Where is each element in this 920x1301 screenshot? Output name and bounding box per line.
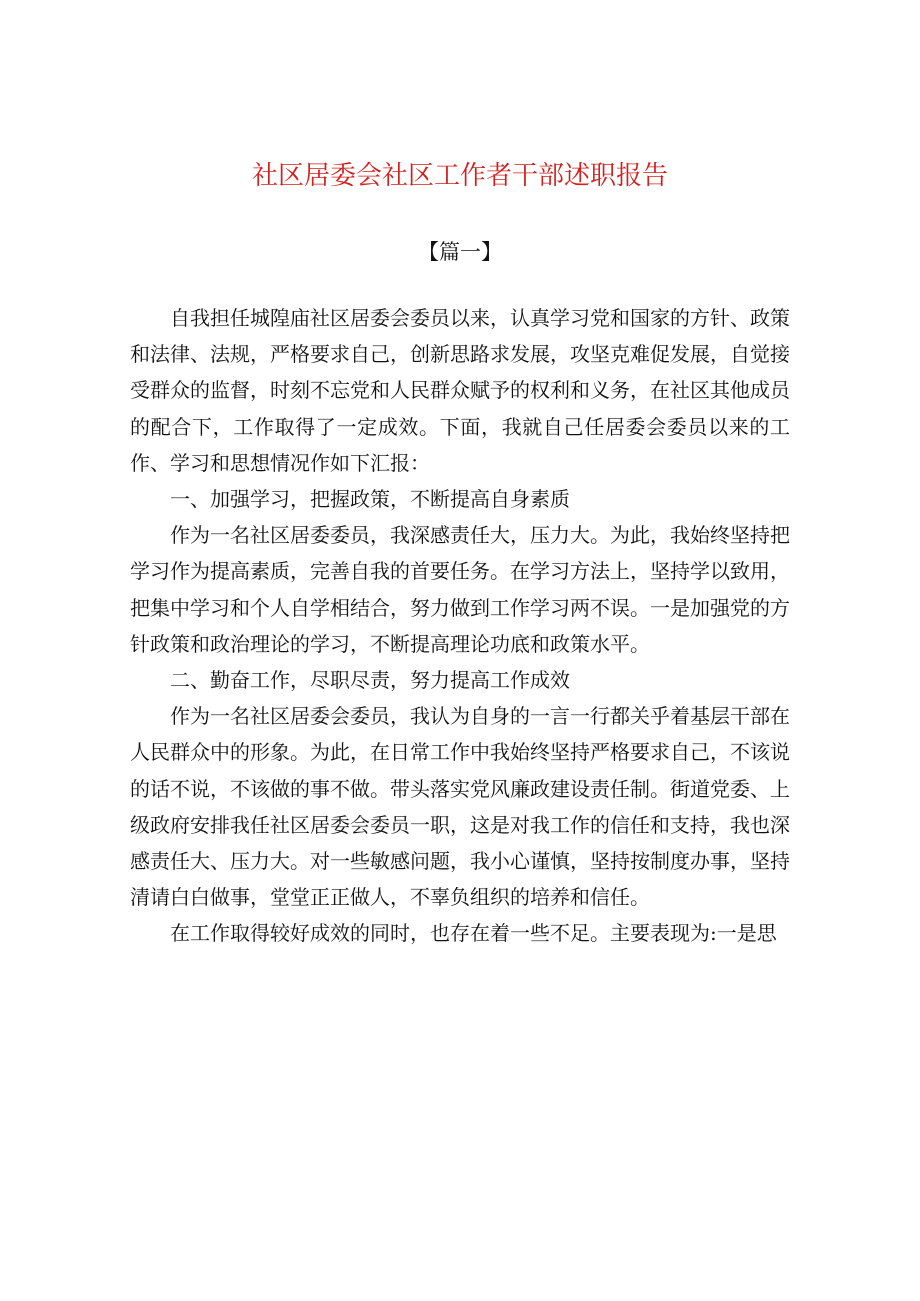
paragraph-work: 作为一名社区居委会委员，我认为自身的一言一行都关乎着基层干部在人民群众中的形象。为此，在日常工作中我始终坚持严格要求自己，不该说的话不说，不该做的事不做。带头落实党风廉政建设责任制。街道党委、上级政府安排我任社区居委会委员一职，这是对我工作的信任和支持，我也深感责任大、压力大。对一些敏感问题，我小心谨慎，坚持按制度办事，坚持清请白白做事，堂堂正正做人，不辜负组织的培养和信任。 [130,704,790,910]
paragraph-shortcomings: 在工作取得较好成效的同时，也存在着一些不足。主要表现为:一是思 [170,921,777,946]
paragraph-intro: 自我担任城隍庙社区居委会委员以来，认真学习党和国家的方针、政策和法律、法规，严格要求自己，创新思路求发展，攻坚克难促发展，自觉接受群众的监督，时刻不忘党和人民群众赋予的权利和义务，在社区其他成员的配合下，工作取得了一定成效。下面，我就自己任居委会委员以来的工作、学习和思想情况作如下汇报： [130,306,790,475]
document-body [130,300,790,952]
paragraph-study: 作为一名社区居委委员，我深感责任大，压力大。为此，我始终坚持把学习作为提高素质，完善自我的首要任务。在学习方法上，坚持学以致用，把集中学习和个人自学相结合，努力做到工作学习两不误。一是加强党的方针政策和政治理论的学习，不断提高理论功底和政策水平。 [130,523,790,656]
section-label: 【篇一】 [418,240,502,264]
document-title: 社区居委会社区工作者干部述职报告 [251,161,668,191]
section-heading-1: 一、加强学习，把握政策，不断提高自身素质 [170,487,570,512]
section-heading-2: 二、勤奋工作，尽职尽责，努力提高工作成效 [170,668,570,693]
